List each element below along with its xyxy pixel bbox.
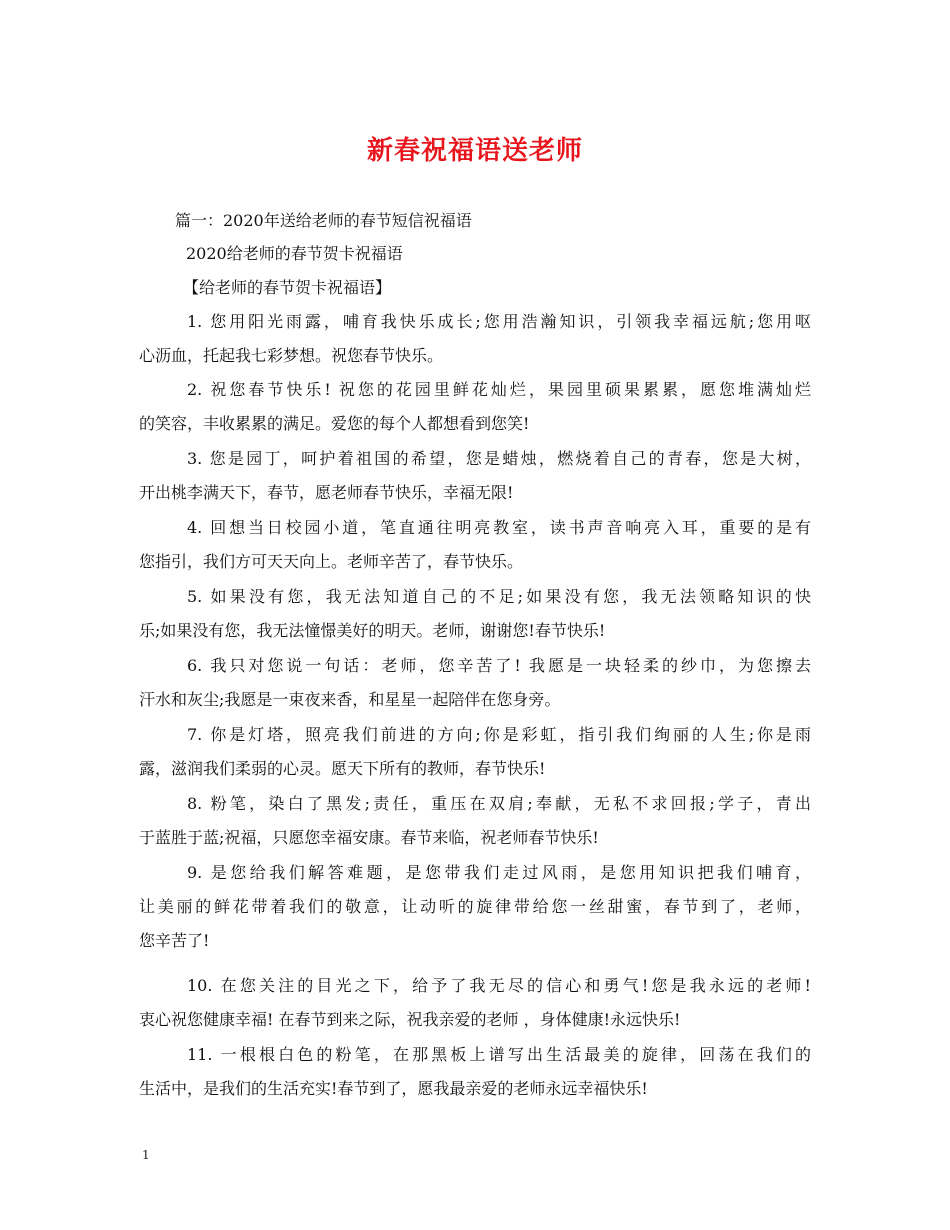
list-item-line: 5. 如果没有您，我无法知道自己的不足;如果没有您，我无法领略知识的快: [187, 587, 811, 606]
list-item-line: 露，滋润我们柔弱的心灵。愿天下所有的教师，春节快乐!: [139, 759, 546, 778]
list-item-line: 衷心祝您健康幸福! 在春节到来之际，祝我亲爱的老师 ，身体健康!永远快乐!: [139, 1010, 681, 1029]
list-item-line: 让美丽的鲜花带着我们的敬意，让动听的旋律带给您一丝甜蜜，春节到了，老师，: [139, 897, 811, 916]
list-item-line: 的笑容，丰收累累的满足。爱您的每个人都想看到您笑!: [139, 414, 530, 433]
list-item-line: 6. 我只对您说一句话：老师，您辛苦了! 我愿是一块轻柔的纱巾，为您擦去: [187, 656, 811, 675]
list-item-line: 4. 回想当日校园小道，笔直通往明亮教室，读书声音响亮入耳，重要的是有: [187, 518, 811, 537]
list-item-line: 于蓝胜于蓝;祝福，只愿您幸福安康。春节来临，祝老师春节快乐!: [139, 828, 599, 847]
bracket-heading: 【给老师的春节贺卡祝福语】: [183, 278, 392, 297]
list-item-line: 2. 祝您春节快乐! 祝您的花园里鲜花灿烂，果园里硕果累累，愿您堆满灿烂: [187, 380, 811, 399]
subheading: 2020给老师的春节贺卡祝福语: [186, 244, 403, 263]
list-item-line: 开出桃李满天下，春节，愿老师春节快乐，幸福无限!: [139, 483, 514, 502]
list-item-line: 3. 您是园丁，呵护着祖国的希望，您是蜡烛，燃烧着自己的青春，您是大树，: [187, 449, 811, 468]
document-title: 新春祝福语送老师: [366, 136, 583, 166]
list-item-line: 您辛苦了!: [139, 931, 210, 950]
list-item-line: 乐;如果没有您，我无法憧憬美好的明天。老师，谢谢您!春节快乐!: [139, 621, 606, 640]
list-item-line: 您指引，我们方可天天向上。老师辛苦了，春节快乐。: [139, 552, 524, 571]
list-item-line: 10. 在您关注的目光之下，给予了我无尽的信心和勇气!您是我永远的老师!: [187, 976, 811, 995]
list-item-line: 1. 您用阳光雨露，哺育我快乐成长;您用浩瀚知识，引领我幸福远航;您用呕: [187, 312, 811, 331]
list-item-line: 生活中，是我们的生活充实!春节到了，愿我最亲爱的老师永远幸福快乐!: [139, 1079, 648, 1098]
page-number: 1: [142, 1148, 150, 1162]
list-item-line: 7. 你是灯塔，照亮我们前进的方向;你是彩虹，指引我们绚丽的人生;你是雨: [187, 725, 811, 744]
section-heading: 篇一：2020年送给老师的春节短信祝福语: [175, 211, 472, 230]
list-item-line: 心沥血，托起我七彩梦想。祝您春节快乐。: [139, 346, 444, 365]
list-item-line: 9. 是您给我们解答难题，是您带我们走过风雨，是您用知识把我们哺育，: [187, 863, 811, 882]
list-item-line: 11. 一根根白色的粉笔，在那黑板上谱写出生活最美的旋律，回荡在我们的: [187, 1045, 811, 1064]
list-item-line: 8. 粉笔，染白了黑发;责任，重压在双肩;奉献，无私不求回报;学子，青出: [187, 794, 811, 813]
list-item-line: 汗水和灰尘;我愿是一束夜来香，和星星一起陪伴在您身旁。: [139, 690, 561, 709]
